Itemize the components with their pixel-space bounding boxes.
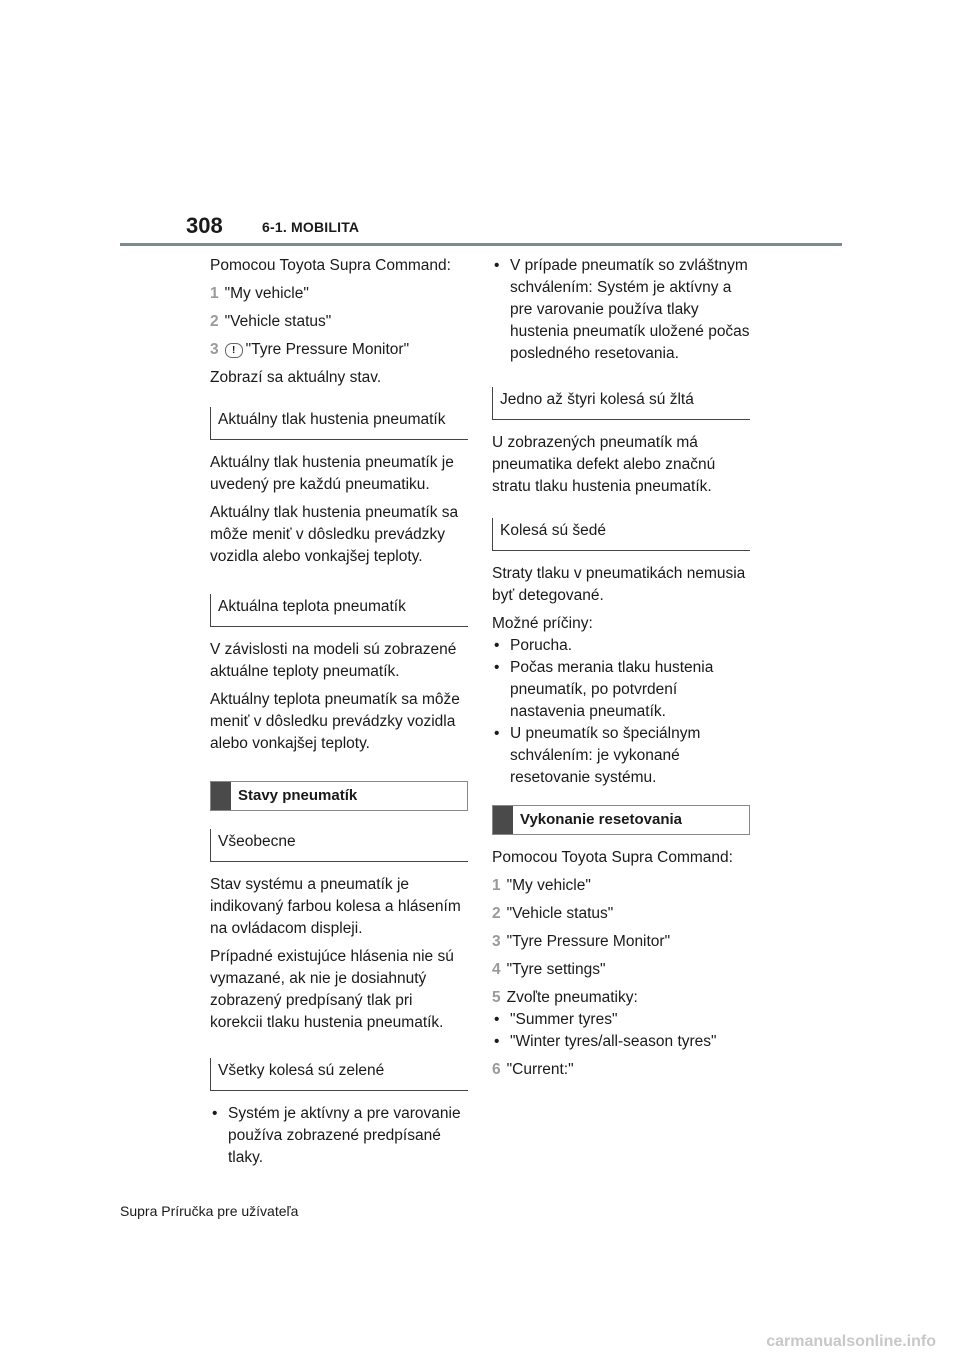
left-column: [210, 255, 468, 1175]
step-2: [210, 311, 468, 333]
step-number: 6: [492, 1061, 501, 1078]
intro-text: Pomocou Toyota Supra Command:: [210, 257, 451, 274]
paragraph: Stav systému a pneumatík je indikovaný farbou kolesa a hlásením na ovládacom displeji.: [210, 876, 461, 937]
tyre-warning-icon: !: [225, 343, 243, 358]
step-1: [210, 283, 468, 305]
paragraph: Aktuálny teplota pneumatík sa môže meniť v dôsledku prevádzky vozidla alebo vonkajšej teploty.: [210, 691, 460, 752]
footer-text: Supra Príručka pre užívateľa: [120, 1203, 299, 1219]
list-item: • Systém je aktívny a pre varovanie používa zobrazené predpísané tlaky.: [210, 1103, 468, 1169]
list-item: • Počas merania tlaku hustenia pneumatík, po potvrdení nastavenia pneumatík.: [492, 657, 750, 723]
subheading-yellow-wheels: Jedno až štyri kolesá sú žltá: [492, 387, 750, 420]
step-number: 4: [492, 961, 501, 978]
subheading-grey-wheels: Kolesá sú šedé: [492, 518, 750, 551]
step-3: [210, 339, 468, 361]
step-text: "Tyre settings": [506, 961, 606, 978]
intro-text: Pomocou Toyota Supra Command:: [492, 849, 733, 866]
paragraph: Možné príčiny:: [492, 615, 593, 632]
watermark: carmanualsonline.info: [766, 1333, 936, 1350]
right-column: [492, 255, 750, 1087]
paragraph: Straty tlaku v pneumatikách nemusia byť detegované.: [492, 565, 746, 604]
step-text: Zvoľte pneumatiky:: [506, 989, 638, 1006]
step-2: [492, 903, 750, 925]
bullet-list: [210, 1103, 468, 1169]
step-5: [492, 987, 750, 1009]
subheading-current-temperature: Aktuálna teplota pneumatík: [210, 594, 468, 627]
box-marker: [211, 782, 231, 810]
step-1: [492, 875, 750, 897]
list-item: • V prípade pneumatík so zvláštnym schválením: Systém je aktívny a pre varovanie používa tlaky hustenia pneumatík uložené počas posledného resetovania.: [492, 255, 750, 365]
step-number: 3: [492, 933, 501, 950]
list-item: • Porucha.: [492, 635, 750, 657]
step-3: [492, 931, 750, 953]
step-text: "Vehicle status": [506, 905, 614, 922]
page-number: 308: [186, 213, 223, 238]
list-item: • "Summer tyres": [492, 1009, 750, 1031]
step-text: "Vehicle status": [224, 313, 332, 330]
step-text: "Current:": [506, 1061, 574, 1078]
step-text: "Tyre Pressure Monitor": [245, 341, 410, 358]
causes-list: [492, 635, 750, 789]
list-item: • "Winter tyres/all-season tyres": [492, 1031, 750, 1053]
paragraph: Aktuálny tlak hustenia pneumatík je uvedený pre každú pneumatiku.: [210, 454, 454, 493]
step-number: 1: [492, 877, 501, 894]
status-text: Zobrazí sa aktuálny stav.: [210, 369, 382, 386]
step-number: 3: [210, 341, 219, 358]
box-title: Stavy pneumatík: [238, 787, 358, 804]
paragraph: U zobrazených pneumatík má pneumatika defekt alebo značnú stratu tlaku hustenia pneumatík.: [492, 434, 716, 495]
subheading-all-green: Všetky kolesá sú zelené: [210, 1058, 468, 1091]
step-number: 1: [210, 285, 219, 302]
subheading-general: Všeobecne: [210, 829, 468, 862]
step-number: 5: [492, 989, 501, 1006]
tyre-options-list: [492, 1009, 750, 1053]
step-text: "Tyre Pressure Monitor": [506, 933, 671, 950]
box-marker: [493, 806, 513, 834]
step-text: "My vehicle": [224, 285, 309, 302]
step-4: [492, 959, 750, 981]
section-title: 6-1. MOBILITA: [262, 219, 360, 235]
paragraph: Aktuálny tlak hustenia pneumatík sa môže meniť v dôsledku prevádzky vozidla alebo vonkajšej teploty.: [210, 504, 459, 565]
step-number: 2: [492, 905, 501, 922]
subheading-current-pressure: Aktuálny tlak hustenia pneumatík: [210, 407, 468, 440]
section-box-reset: [492, 805, 750, 835]
step-number: 2: [210, 313, 219, 330]
paragraph: V závislosti na modeli sú zobrazené aktuálne teploty pneumatík.: [210, 641, 457, 680]
step-text: "My vehicle": [506, 877, 591, 894]
box-title: Vykonanie resetovania: [520, 811, 683, 828]
header-rule: [120, 243, 842, 246]
list-item: • U pneumatík so špeciálnym schválením: je vykonané resetovanie systému.: [492, 723, 750, 789]
step-6: [492, 1059, 750, 1081]
section-box-tyre-states: [210, 781, 468, 811]
paragraph: Prípadné existujúce hlásenia nie sú vymazané, ak nie je dosiahnutý zobrazený predpísaný tlak pri korekcii tlaku hustenia pneumatík.: [210, 948, 454, 1031]
bullet-list: [492, 255, 750, 365]
